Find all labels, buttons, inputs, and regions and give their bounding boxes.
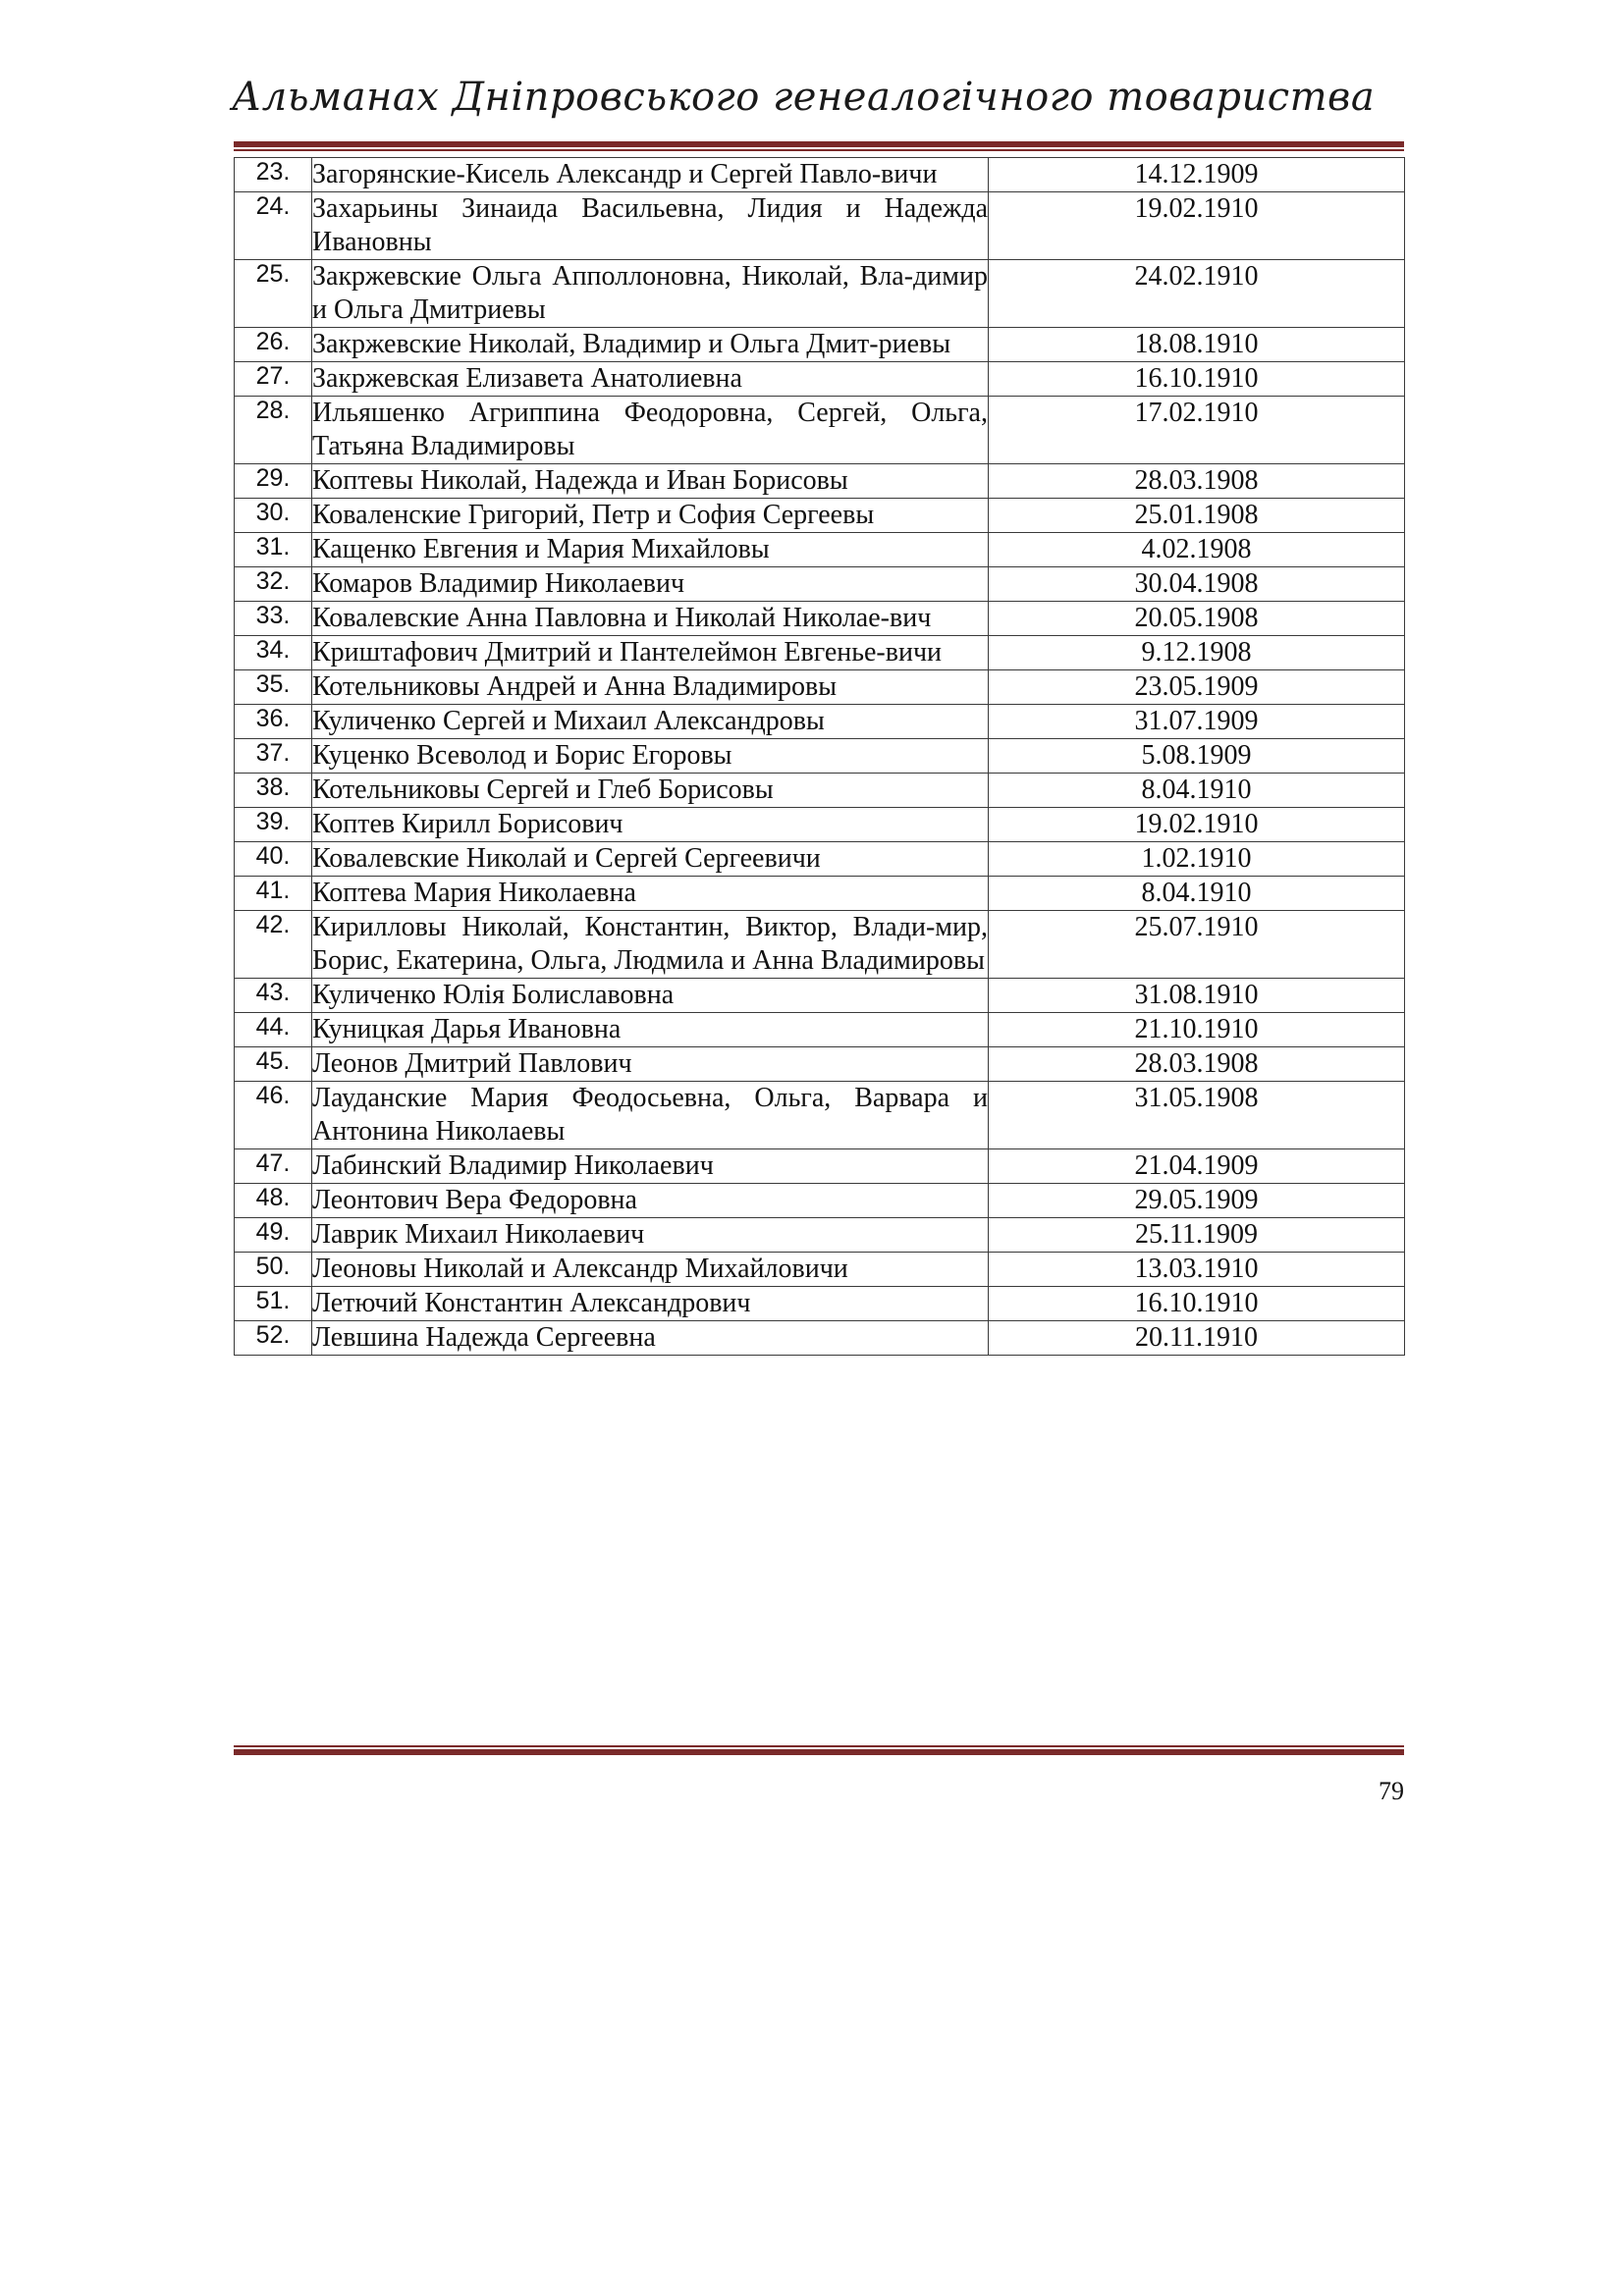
header-rule [234,141,1404,151]
row-number: 45. [235,1047,312,1082]
row-date: 25.11.1909 [989,1218,1405,1253]
row-number: 42. [235,911,312,979]
row-name: Лаврик Михаил Николаевич [312,1218,989,1253]
row-number: 44. [235,1013,312,1047]
row-date: 14.12.1909 [989,158,1405,192]
row-number: 28. [235,397,312,464]
row-name: Котельниковы Сергей и Глеб Борисовы [312,774,989,808]
row-name: Лабинский Владимир Николаевич [312,1149,989,1184]
row-date: 8.04.1910 [989,774,1405,808]
row-name: Коптев Кирилл Борисович [312,808,989,842]
row-date: 1.02.1910 [989,842,1405,877]
row-date: 24.02.1910 [989,260,1405,328]
row-name: Коваленские Григорий, Петр и София Сергеевы [312,499,989,533]
row-number: 37. [235,739,312,774]
registry-table [234,157,1405,1356]
table-row [235,911,1405,979]
table-row [235,499,1405,533]
registry-table-body [235,158,1405,1356]
row-number: 27. [235,362,312,397]
row-number: 34. [235,636,312,670]
table-row [235,1082,1405,1149]
row-date: 20.11.1910 [989,1321,1405,1356]
table-row [235,533,1405,567]
row-name: Лауданские Мария Феодосьевна, Ольга, Варвара и Антонина Николаевы [312,1082,989,1149]
row-name: Коптева Мария Николаевна [312,877,989,911]
row-number: 32. [235,567,312,602]
row-name: Кирилловы Николай, Константин, Виктор, Влади-мир, Борис, Екатерина, Ольга, Людмила и Анна Владимировы [312,911,989,979]
row-name: Левшина Надежда Сергеевна [312,1321,989,1356]
row-date: 23.05.1909 [989,670,1405,705]
row-number: 46. [235,1082,312,1149]
row-date: 4.02.1908 [989,533,1405,567]
row-number: 26. [235,328,312,362]
table-row [235,1287,1405,1321]
row-number: 36. [235,705,312,739]
row-number: 43. [235,979,312,1013]
row-name: Куличенко Юлія Болиславовна [312,979,989,1013]
row-number: 49. [235,1218,312,1253]
table-row [235,1047,1405,1082]
row-name: Комаров Владимир Николаевич [312,567,989,602]
row-name: Коптевы Николай, Надежда и Иван Борисовы [312,464,989,499]
row-date: 17.02.1910 [989,397,1405,464]
table-row [235,192,1405,260]
row-number: 52. [235,1321,312,1356]
table-row [235,362,1405,397]
table-row [235,739,1405,774]
row-date: 5.08.1909 [989,739,1405,774]
table-row [235,774,1405,808]
row-number: 29. [235,464,312,499]
row-date: 21.10.1910 [989,1013,1405,1047]
row-number: 38. [235,774,312,808]
row-name: Куницкая Дарья Ивановна [312,1013,989,1047]
row-date: 21.04.1909 [989,1149,1405,1184]
footer-rule [234,1745,1404,1755]
row-date: 31.08.1910 [989,979,1405,1013]
row-name: Закржевская Елизавета Анатолиевна [312,362,989,397]
row-number: 35. [235,670,312,705]
row-number: 30. [235,499,312,533]
row-name: Ковалевские Анна Павловна и Николай Николае-вич [312,602,989,636]
row-date: 25.07.1910 [989,911,1405,979]
row-number: 51. [235,1287,312,1321]
row-number: 47. [235,1149,312,1184]
row-name: Кащенко Евгения и Мария Михайловы [312,533,989,567]
page-number: 79 [1379,1777,1404,1805]
row-number: 48. [235,1184,312,1218]
row-date: 16.10.1910 [989,362,1405,397]
row-name: Леонтович Вера Федоровна [312,1184,989,1218]
row-name: Котельниковы Андрей и Анна Владимировы [312,670,989,705]
row-date: 18.08.1910 [989,328,1405,362]
row-date: 16.10.1910 [989,1287,1405,1321]
table-row [235,397,1405,464]
row-name: Захарьины Зинаида Васильевна, Лидия и Надежда Ивановны [312,192,989,260]
table-row [235,636,1405,670]
row-name: Закржевские Николай, Владимир и Ольга Дмит-риевы [312,328,989,362]
table-row [235,328,1405,362]
row-number: 25. [235,260,312,328]
table-row [235,670,1405,705]
row-date: 13.03.1910 [989,1253,1405,1287]
row-number: 40. [235,842,312,877]
table-row [235,1184,1405,1218]
row-name: Закржевские Ольга Апполлоновна, Николай, Вла-димир и Ольга Дмитриевы [312,260,989,328]
row-name: Ковалевские Николай и Сергей Сергеевичи [312,842,989,877]
row-date: 30.04.1908 [989,567,1405,602]
row-date: 19.02.1910 [989,192,1405,260]
table-row [235,877,1405,911]
row-number: 24. [235,192,312,260]
row-name: Криштафович Дмитрий и Пантелеймон Евгенье-вичи [312,636,989,670]
row-date: 31.07.1909 [989,705,1405,739]
row-number: 23. [235,158,312,192]
table-row [235,1013,1405,1047]
table-row [235,260,1405,328]
row-date: 9.12.1908 [989,636,1405,670]
table-row [235,464,1405,499]
row-name: Леонов Дмитрий Павлович [312,1047,989,1082]
table-row [235,1253,1405,1287]
header-title: Альманах Дніпровського генеалогічного товариства [232,75,1376,120]
table-row [235,808,1405,842]
row-name: Ильяшенко Агриппина Феодоровна, Сергей, Ольга, Татьяна Владимировы [312,397,989,464]
row-date: 28.03.1908 [989,1047,1405,1082]
table-row [235,158,1405,192]
row-date: 25.01.1908 [989,499,1405,533]
row-date: 8.04.1910 [989,877,1405,911]
row-date: 31.05.1908 [989,1082,1405,1149]
table-row [235,567,1405,602]
row-number: 31. [235,533,312,567]
row-date: 29.05.1909 [989,1184,1405,1218]
row-date: 19.02.1910 [989,808,1405,842]
table-row [235,1149,1405,1184]
row-name: Летючий Константин Александрович [312,1287,989,1321]
row-name: Леоновы Николай и Александр Михайловичи [312,1253,989,1287]
table-row [235,1321,1405,1356]
table-row [235,842,1405,877]
row-name: Куличенко Сергей и Михаил Александровы [312,705,989,739]
table-row [235,979,1405,1013]
row-date: 20.05.1908 [989,602,1405,636]
row-name: Куценко Всеволод и Борис Егоровы [312,739,989,774]
row-number: 33. [235,602,312,636]
row-date: 28.03.1908 [989,464,1405,499]
row-number: 50. [235,1253,312,1287]
row-number: 41. [235,877,312,911]
table-row [235,602,1405,636]
table-row [235,1218,1405,1253]
table-row [235,705,1405,739]
row-name: Загорянские-Кисель Александр и Сергей Павло-вичи [312,158,989,192]
row-number: 39. [235,808,312,842]
